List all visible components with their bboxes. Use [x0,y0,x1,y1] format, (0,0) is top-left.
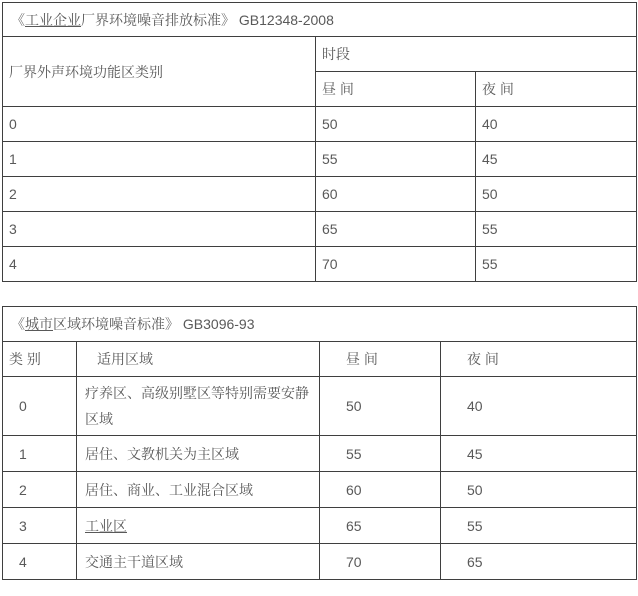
night-value-cell: 50 [441,472,637,508]
urban-noise-standard-table [2,306,637,580]
table1-header-night: 夜 间 [476,72,637,107]
day-value-cell: 70 [320,544,441,580]
night-value-cell: 40 [476,107,637,142]
table2-header-region: 适用区域 [77,342,320,377]
table-row [3,177,637,212]
night-value-cell: 45 [441,436,637,472]
category-cell: 4 [3,247,316,282]
category-cell: 2 [3,472,77,508]
title-prefix: 《 [11,316,25,332]
table1-header-row-period [3,37,637,72]
table1-header-category: 厂界外声环境功能区类别 [3,37,316,107]
table1-title [3,3,637,37]
day-value-cell: 65 [320,508,441,544]
region-cell: 交通主干道区域 [77,544,320,580]
table2-header-category: 类 别 [3,342,77,377]
keyword-link-city[interactable]: 城市 [25,316,53,332]
day-value-cell: 60 [316,177,476,212]
night-value-cell: 45 [476,142,637,177]
table-row [3,508,637,544]
night-value-cell: 55 [476,212,637,247]
keyword-link-industrial-zone[interactable]: 工业区 [85,517,127,534]
region-cell: 居住、文教机关为主区域 [77,436,320,472]
title-rest: 厂界环境噪音排放标准》 GB12348-2008 [81,11,334,28]
category-cell: 0 [3,107,316,142]
day-value-cell: 55 [320,436,441,472]
night-value-cell: 55 [476,247,637,282]
day-value-cell: 60 [320,472,441,508]
night-value-cell: 65 [441,544,637,580]
table-row [3,377,637,436]
table-row [3,212,637,247]
category-cell: 3 [3,508,77,544]
industrial-noise-standard-table [2,2,637,282]
region-cell: 居住、商业、工业混合区域 [77,472,320,508]
category-cell: 4 [3,544,77,580]
region-cell: 疗养区、高级别墅区等特别需要安静区域 [77,377,320,436]
table2-header-day: 昼 间 [320,342,441,377]
category-cell: 2 [3,177,316,212]
region-cell [77,508,320,544]
table2-header-night: 夜 间 [441,342,637,377]
title-prefix: 《 [11,11,25,28]
day-value-cell: 50 [320,377,441,436]
night-value-cell: 50 [476,177,637,212]
table-row [3,247,637,282]
table1-header-period: 时段 [316,37,637,72]
category-cell: 1 [3,436,77,472]
category-cell: 1 [3,142,316,177]
table-row [3,107,637,142]
day-value-cell: 70 [316,247,476,282]
table-row [3,142,637,177]
table-row [3,436,637,472]
table2-title-row [3,307,637,342]
day-value-cell: 65 [316,212,476,247]
night-value-cell: 40 [441,377,637,436]
keyword-link-industrial-enterprise[interactable]: 工业企业 [25,11,81,28]
category-cell: 3 [3,212,316,247]
table-row [3,544,637,580]
table1-header-day: 昼 间 [316,72,476,107]
table1-title-row [3,3,637,37]
category-cell: 0 [3,377,77,436]
day-value-cell: 50 [316,107,476,142]
table2-header-row [3,342,637,377]
day-value-cell: 55 [316,142,476,177]
title-rest: 区域环境噪音标准》 GB3096-93 [53,316,255,332]
table2-title [3,307,637,342]
night-value-cell: 55 [441,508,637,544]
table-row [3,472,637,508]
